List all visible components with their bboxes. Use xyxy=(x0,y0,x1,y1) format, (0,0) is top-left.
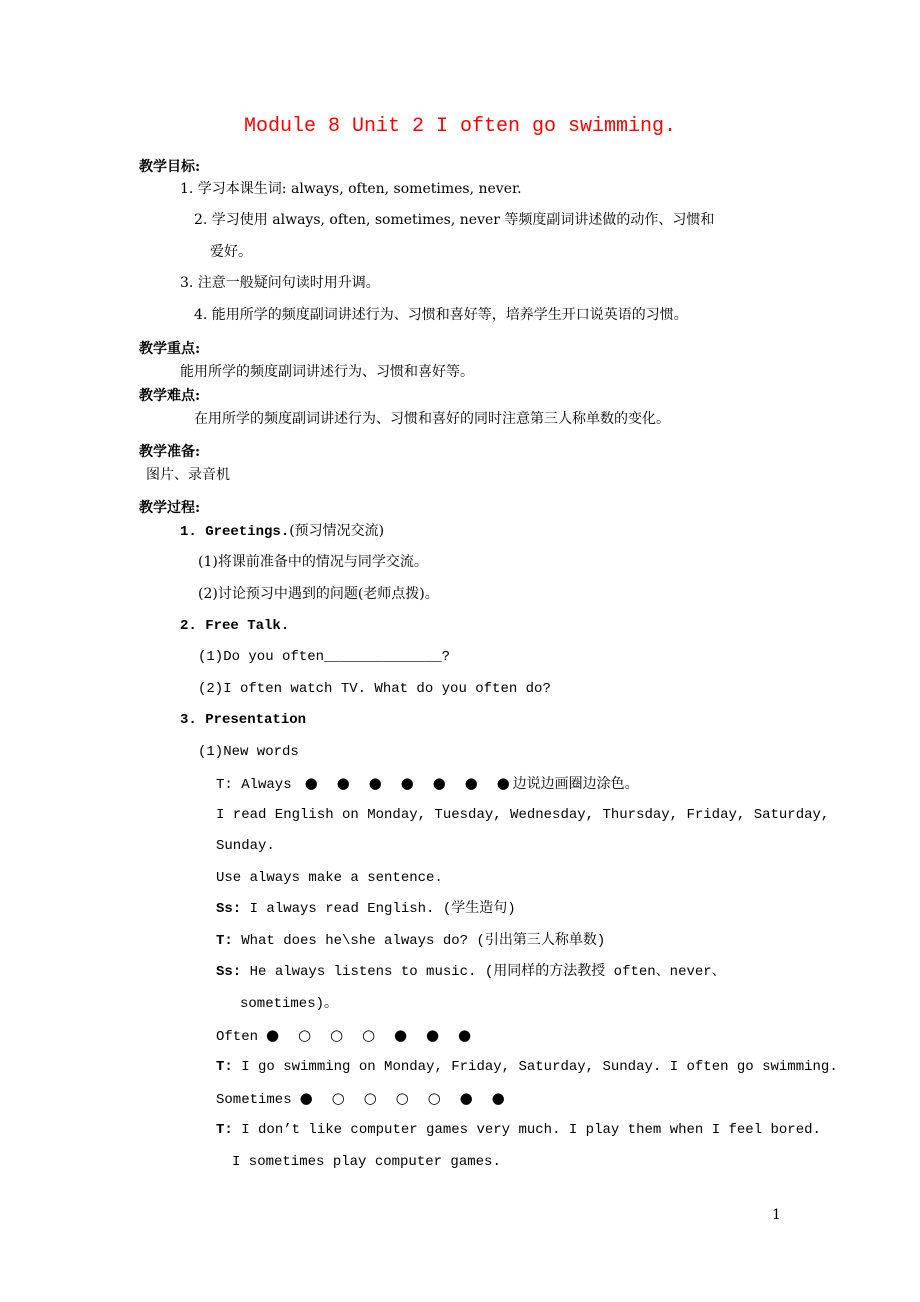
sometimes-label: Sometimes xyxy=(216,1092,292,1108)
objective-2-cont: 爱好。 xyxy=(210,244,252,260)
greetings-title: 1. Greetings. xyxy=(180,524,290,540)
t-sentence-3-text: I don’t like computer games very much. I play them when I feel bored. xyxy=(241,1122,821,1138)
filled-circle-icon: ● xyxy=(432,774,446,792)
objective-2: 2. 学习使用 always, often, sometimes, never 等频度副词讲述做的动作、习惯和 xyxy=(194,212,715,228)
filled-circle-icon: ● xyxy=(336,774,350,792)
empty-circle-icon: ○ xyxy=(363,1089,377,1107)
greetings-step-1: (1)将课前准备中的情况与同学交流。 xyxy=(198,554,428,570)
difficulties-text: 在用所学的频度副词讲述行为、习惯和喜好的同时注意第三人称单数的变化。 xyxy=(194,411,670,427)
empty-circle-icon: ○ xyxy=(395,1089,409,1107)
presentation-title: 3. Presentation xyxy=(180,712,307,728)
ss-sentence-2-cont: sometimes)。 xyxy=(240,996,339,1012)
document-title: Module 8 Unit 2 I often go swimming. xyxy=(243,115,677,138)
often-label: Often xyxy=(216,1029,259,1045)
often-dots xyxy=(266,1025,490,1046)
ss-sentence-2 xyxy=(216,962,726,982)
free-talk-title: 2. Free Talk. xyxy=(180,618,290,634)
speaker-label: Ss: xyxy=(216,901,242,917)
objective-1: 1. 学习本课生词: always, often, sometimes, never. xyxy=(180,181,522,197)
filled-circle-icon: ● xyxy=(496,774,510,792)
filled-circle-icon: ● xyxy=(464,774,478,792)
filled-circle-icon: ● xyxy=(299,1089,313,1107)
greetings-line xyxy=(180,521,384,542)
always-row xyxy=(216,773,639,795)
page-number: 1 xyxy=(772,1207,781,1223)
sometimes-dots xyxy=(300,1088,524,1109)
filled-circle-icon: ● xyxy=(394,1026,408,1044)
always-dots xyxy=(305,773,513,794)
always-note: 边说边画圈边涂色。 xyxy=(512,776,639,792)
empty-circle-icon: ○ xyxy=(298,1026,312,1044)
t-sentence-3-cont: I sometimes play computer games. xyxy=(232,1154,501,1170)
empty-circle-icon: ○ xyxy=(362,1026,376,1044)
often-row xyxy=(216,1025,490,1047)
filled-circle-icon: ● xyxy=(426,1026,440,1044)
empty-circle-icon: ○ xyxy=(331,1089,345,1107)
process-heading: 教学过程: xyxy=(139,500,201,516)
preparation-text: 图片、录音机 xyxy=(146,467,230,483)
speaker-label: Ss: xyxy=(216,964,242,980)
key-points-heading: 教学重点: xyxy=(139,341,201,357)
speaker-label: T: xyxy=(216,933,233,949)
read-english-line: I read English on Monday, Tuesday, Wednesday, Thursday, Friday, Saturday, xyxy=(216,807,830,823)
new-words-heading: (1)New words xyxy=(198,744,299,760)
preparation-heading: 教学准备: xyxy=(139,444,201,460)
greetings-step-2: (2)讨论预习中遇到的问题(老师点拨)。 xyxy=(198,586,439,602)
speaker-label: T: xyxy=(216,1059,233,1075)
key-points-text: 能用所学的频度副词讲述行为、习惯和喜好等。 xyxy=(180,364,474,380)
ss-sentence-2-text: He always listens to music. (用同样的方法教授 often、never、 xyxy=(249,964,726,980)
free-talk-1: (1)Do you often______________? xyxy=(198,649,451,665)
objective-4: 4. 能用所学的频度副词讲述行为、习惯和喜好等，培养学生开口说英语的习惯。 xyxy=(194,307,688,323)
filled-circle-icon: ● xyxy=(266,1026,280,1044)
filled-circle-icon: ● xyxy=(304,774,318,792)
empty-circle-icon: ○ xyxy=(330,1026,344,1044)
use-always-line: Use always make a sentence. xyxy=(216,870,443,886)
t-sentence-2 xyxy=(216,1057,838,1077)
filled-circle-icon: ● xyxy=(368,774,382,792)
ss-sentence-1-text: I always read English. (学生造句) xyxy=(249,901,516,917)
always-label: T: Always xyxy=(216,777,292,793)
filled-circle-icon: ● xyxy=(491,1089,505,1107)
sometimes-row xyxy=(216,1088,524,1110)
free-talk-2: (2)I often watch TV. What do you often do? xyxy=(198,681,551,697)
filled-circle-icon: ● xyxy=(400,774,414,792)
read-english-cont: Sunday. xyxy=(216,838,275,854)
objectives-heading: 教学目标: xyxy=(139,159,201,175)
greetings-note: (预习情况交流) xyxy=(289,523,385,539)
ss-sentence-1 xyxy=(216,899,516,919)
difficulties-heading: 教学难点: xyxy=(139,388,201,404)
objective-3: 3. 注意一般疑问句读时用升调。 xyxy=(180,275,380,291)
speaker-label: T: xyxy=(216,1122,233,1138)
t-question-1-text: What does he\she always do? (引出第三人称单数) xyxy=(241,933,606,949)
filled-circle-icon: ● xyxy=(459,1089,473,1107)
t-sentence-2-text: I go swimming on Monday, Friday, Saturday, Sunday. I often go swimming. xyxy=(241,1059,838,1075)
t-sentence-3 xyxy=(216,1120,821,1140)
empty-circle-icon: ○ xyxy=(427,1089,441,1107)
filled-circle-icon: ● xyxy=(458,1026,472,1044)
t-question-1 xyxy=(216,931,605,951)
